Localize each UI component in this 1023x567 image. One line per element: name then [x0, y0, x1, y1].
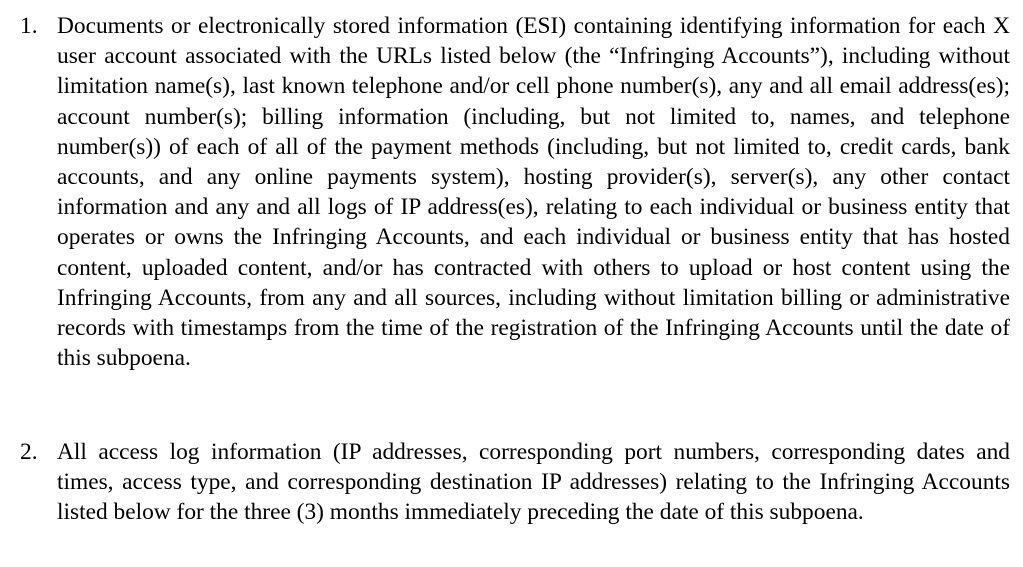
list-item-number: 1. [20, 13, 38, 39]
list-item-text: Documents or electronically stored information (ESI) containing identifying information for each X user account associated with the URLs listed below (the “Infringing Accounts”), including without limitation name(s), last known telephone and/or cell phone number(s), any and all email address(es); account number(s); billing information (including, but not limited to, names, and telephone number(s)) of each of all of the payment methods (including, but not limited to, credit cards, bank accounts, and any online payments system), hosting provider(s), server(s), any other contact information and any and all logs of IP address(es), relating to each individual or business entity that operates or owns the Infringing Accounts, and each individual or business entity that has hosted content, uploaded content, and/or has contracted with others to upload or host content using the Infringing Accounts, from any and all sources, including without limitation billing or administrative records with timestamps from the time of the registration of the Infringing Accounts until the date of this subpoena. [57, 13, 1010, 372]
list-item-2 [20, 437, 1010, 528]
list-item-1 [20, 11, 1010, 373]
list-item-number: 2. [20, 439, 38, 465]
list-item-text: All access log information (IP addresses, corresponding port numbers, corresponding dates and times, access type, and corresponding destination IP addresses) relating to the Infringing Accounts listed below for the three (3) months immediately preceding the date of this subpoena. [57, 439, 1010, 526]
